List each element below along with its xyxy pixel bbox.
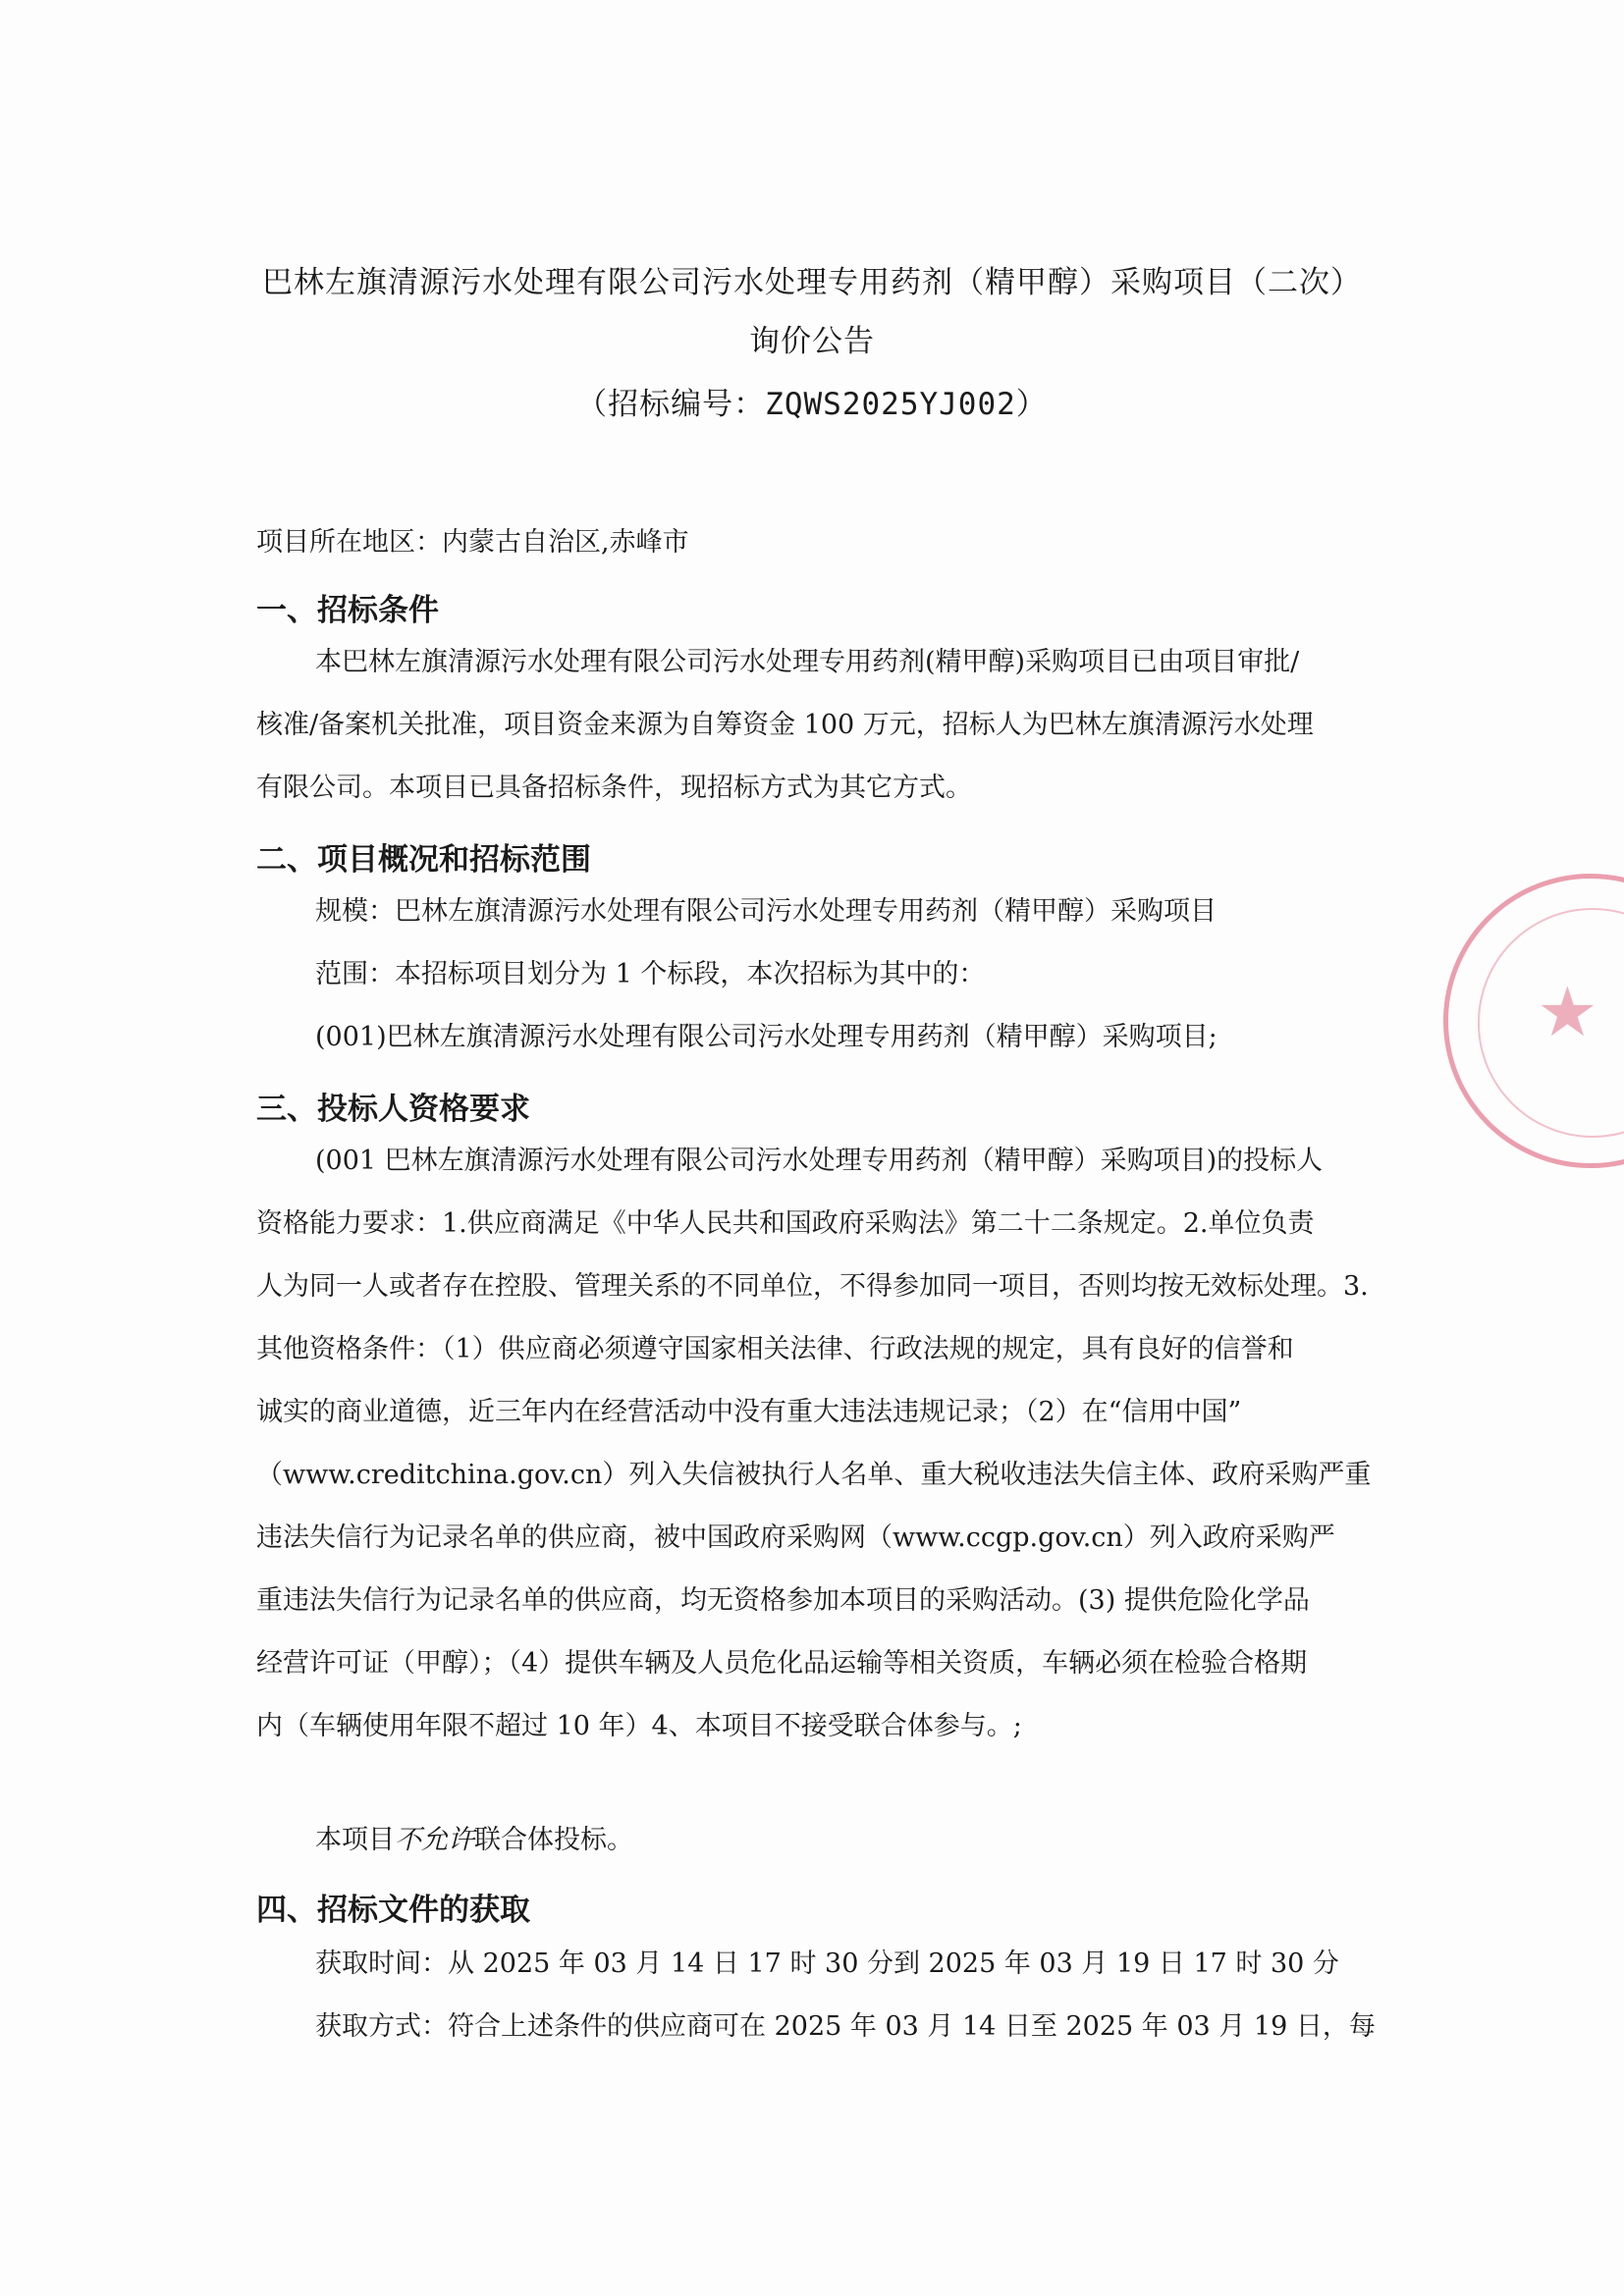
seal-star-icon: ★ [1537,972,1598,1052]
section3-line: 其他资格条件：（1）供应商必须遵守国家相关法律、行政法规的规定，具有良好的信誉和 [256,1334,1294,1364]
section3-line: 重违法失信行为记录名单的供应商，均无资格参加本项目的采购活动。(3) 提供危险化学品 [256,1585,1310,1616]
tender-number: （招标编号：ZQWS2025YJ002） [576,387,1048,422]
section-heading-2: 二、项目概况和招标范围 [256,842,591,878]
consortium-suffix: 联合体投标。 [474,1825,633,1855]
section-heading-1: 一、招标条件 [256,593,439,628]
document-title-line-1: 巴林左旗清源污水处理有限公司污水处理专用药剂（精甲醇）采购项目（二次） [262,265,1362,300]
section3-line: 内（车辆使用年限不超过 10 年）4、本项目不接受联合体参与。; [256,1711,1022,1741]
section2-line: 规模：巴林左旗清源污水处理有限公司污水处理专用药剂（精甲醇）采购项目 [315,896,1217,927]
section2-line: (001)巴林左旗清源污水处理有限公司污水处理专用药剂（精甲醇）采购项目; [315,1022,1218,1052]
official-seal-icon [1443,874,1624,1168]
project-location: 项目所在地区：内蒙古自治区,赤峰市 [256,527,689,558]
section3-line: 人为同一人或者存在控股、管理关系的不同单位，不得参加同一项目，否则均按无效标处理。3. [256,1271,1369,1302]
document-title-line-2: 询价公告 [749,324,875,359]
section-heading-3: 三、投标人资格要求 [256,1092,530,1127]
section-heading-4: 四、招标文件的获取 [256,1893,530,1928]
section4-line: 获取时间：从 2025 年 03 月 14 日 17 时 30 分到 2025 年 03 月 19 日 17 时 30 分 [315,1949,1339,1979]
section1-line: 本巴林左旗清源污水处理有限公司污水处理专用药剂(精甲醇)采购项目已由项目审批/ [315,647,1300,677]
consortium-note [315,1826,633,1855]
section2-line: 范围：本招标项目划分为 1 个标段，本次招标为其中的： [315,959,986,989]
section3-line: (001 巴林左旗清源污水处理有限公司污水处理专用药剂（精甲醇）采购项目)的投标人 [315,1146,1324,1176]
section1-line: 有限公司。本项目已具备招标条件，现招标方式为其它方式。 [256,773,972,803]
consortium-prefix: 本项目 [315,1825,395,1855]
section3-line: 违法失信行为记录名单的供应商，被中国政府采购网（www.ccgp.gov.cn）列入政府采购严 [256,1522,1335,1553]
section3-line: 资格能力要求：1.供应商满足《中华人民共和国政府采购法》第二十二条规定。2.单位负责 [256,1208,1315,1239]
consortium-italic: 不允许 [395,1825,474,1855]
section3-line: （www.creditchina.gov.cn）列入失信被执行人名单、重大税收违法失信主体、政府采购严重 [256,1460,1372,1490]
section3-line: 经营许可证（甲醇）；（4）提供车辆及人员危化品运输等相关资质，车辆必须在检验合格期 [256,1648,1308,1679]
section1-line: 核准/备案机关批准，项目资金来源为自筹资金 100 万元，招标人为巴林左旗清源污水处理 [256,710,1314,740]
section3-line: 诚实的商业道德，近三年内在经营活动中没有重大违法违规记录；（2）在“信用中国” [256,1397,1242,1427]
section4-line: 获取方式：符合上述条件的供应商可在 2025 年 03 月 14 日至 2025 年 03 月 19 日，每 [315,2011,1376,2042]
